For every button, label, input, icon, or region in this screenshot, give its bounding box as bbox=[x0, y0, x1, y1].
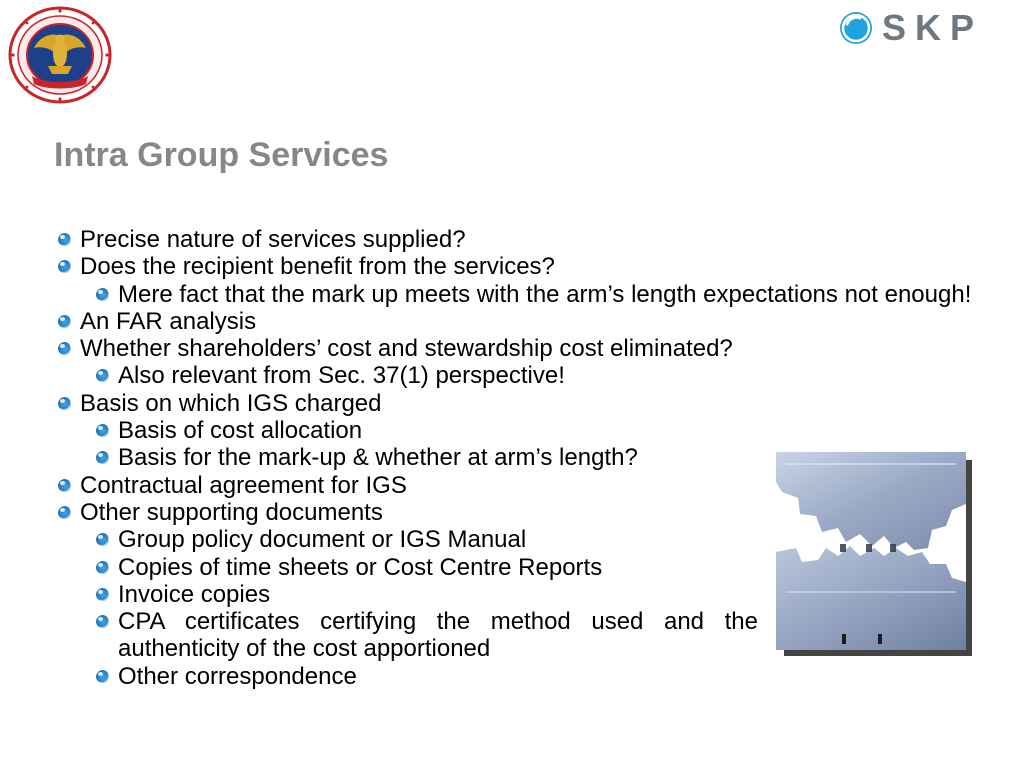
bullet-text: Whether shareholders’ cost and stewardship cost eliminated? bbox=[80, 335, 733, 363]
bullet-icon bbox=[96, 451, 109, 464]
sub-bullet-item bbox=[52, 281, 1007, 308]
bullet-icon bbox=[58, 397, 71, 410]
institute-emblem-logo bbox=[8, 6, 112, 104]
bullet-icon bbox=[58, 233, 71, 246]
bullet-icon bbox=[96, 424, 109, 437]
sub-bullet-text: Invoice copies bbox=[118, 580, 271, 608]
sub-bullet-text: Copies of time sheets or Cost Centre Reports bbox=[118, 553, 603, 581]
bullet-icon bbox=[96, 615, 109, 628]
sub-bullet-item bbox=[52, 608, 758, 663]
bullet-icon bbox=[96, 588, 109, 601]
sub-bullet-text: Basis of cost allocation bbox=[118, 417, 363, 445]
bullet-text: Basis on which IGS charged bbox=[80, 389, 382, 417]
bullet-icon bbox=[96, 288, 109, 301]
bullet-item bbox=[52, 253, 1007, 280]
bullet-text: Contractual agreement for IGS bbox=[80, 471, 407, 499]
bullet-text: Other supporting documents bbox=[80, 498, 383, 526]
sub-bullet-text: Mere fact that the mark up meets with the arm’s length expectations not enough! bbox=[118, 280, 972, 308]
bullet-icon bbox=[96, 533, 109, 546]
bullet-icon bbox=[58, 315, 71, 328]
sub-bullet-text: Basis for the mark-up & whether at arm’s length? bbox=[118, 444, 638, 472]
interlocking-gears-icon bbox=[776, 452, 972, 658]
skp-mark-icon bbox=[838, 10, 874, 46]
slide-title: Intra Group Services bbox=[54, 136, 389, 174]
bullet-icon bbox=[96, 561, 109, 574]
bullet-text: An FAR analysis bbox=[80, 307, 257, 335]
sub-bullet-item bbox=[52, 362, 1007, 389]
sub-bullet-item bbox=[52, 663, 1007, 690]
bullet-item bbox=[52, 335, 1007, 362]
bullet-icon bbox=[58, 342, 71, 355]
bullet-text: Precise nature of services supplied? bbox=[80, 226, 466, 253]
sub-bullet-text: CPA certificates certifying the method used and the authenticity of the cost apportioned bbox=[118, 608, 758, 663]
skp-logo bbox=[838, 7, 1016, 48]
bullet-icon bbox=[58, 506, 71, 519]
sub-bullet-text: Also relevant from Sec. 37(1) perspective! bbox=[118, 362, 565, 390]
bullet-item bbox=[52, 308, 1007, 335]
bullet-item bbox=[52, 390, 1007, 417]
sub-bullet-text: Other correspondence bbox=[118, 662, 357, 690]
bullet-icon bbox=[58, 260, 71, 273]
bullet-item bbox=[52, 226, 1007, 253]
bullet-icon bbox=[96, 670, 109, 683]
bullet-icon bbox=[58, 479, 71, 492]
skp-logo-text: SKP bbox=[882, 7, 984, 48]
sub-bullet-text: Group policy document or IGS Manual bbox=[118, 526, 527, 554]
bullet-text: Does the recipient benefit from the services? bbox=[80, 253, 555, 281]
bullet-icon bbox=[96, 369, 109, 382]
sub-bullet-item bbox=[52, 417, 1007, 444]
